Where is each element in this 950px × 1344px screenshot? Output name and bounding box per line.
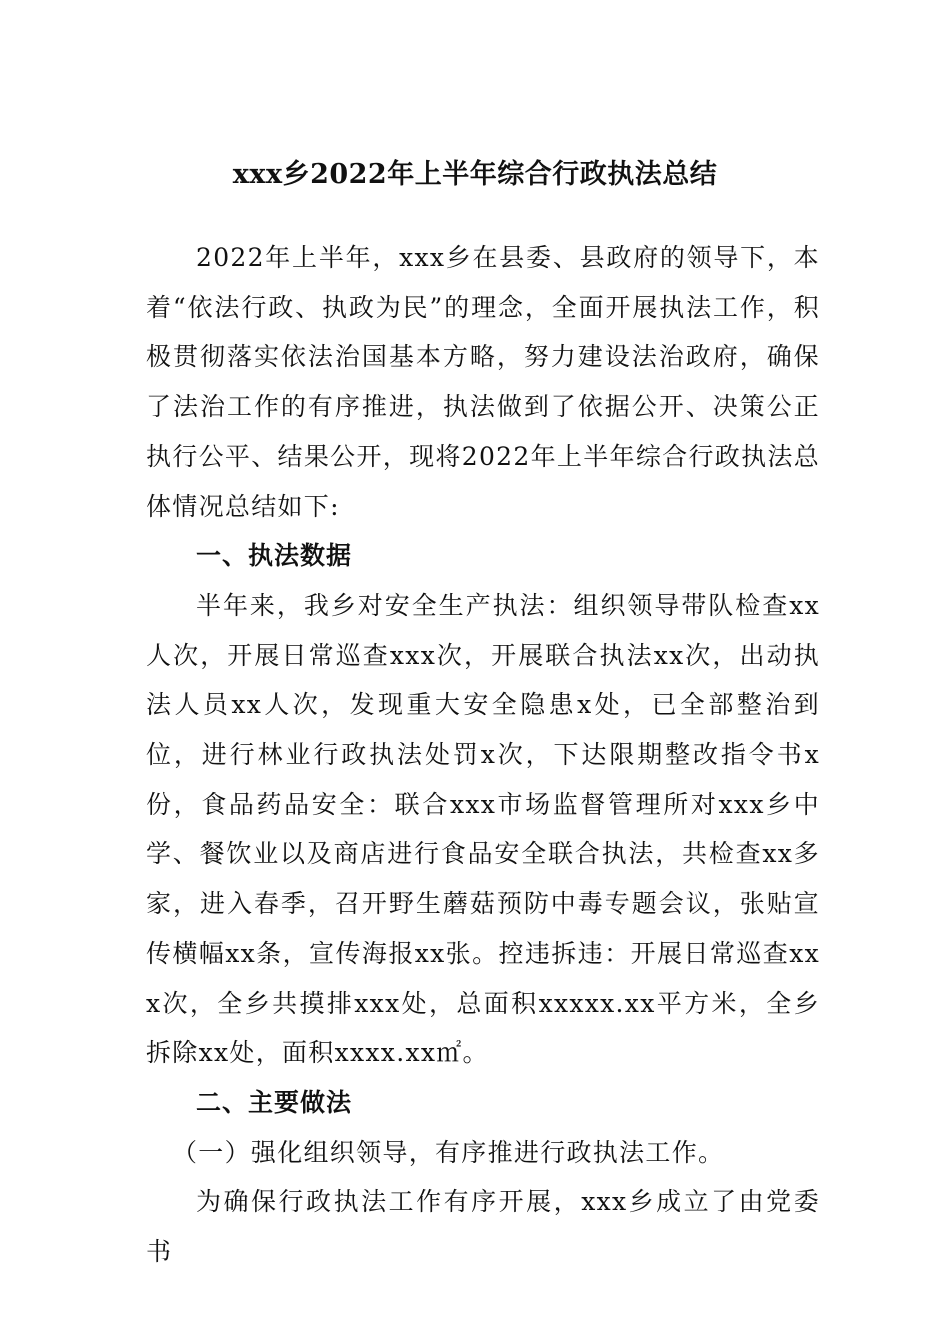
- document-body: [146, 233, 820, 1277]
- subsection-heading-organization: （一）强化组织领导，有序推进行政执法工作。: [172, 1137, 725, 1167]
- intro-paragraph: 2022年上半年，xxx乡在县委、县政府的领导下，本着“依法行政、执政为民”的理念，全面开展执法工作，积极贯彻落实依法治国基本方略，努力建设法治政府，确保了法治工作的有序推进，执法做到了依据公开、决策公正执行公平、结果公开，现将2022年上半年综合行政执法总体情况总结如下:: [146, 243, 820, 521]
- enforcement-data-paragraph: 半年来，我乡对安全生产执法：组织领导带队检查xx人次，开展日常巡查xxx次，开展联合执法xx次，出动执法人员xx人次，发现重大安全隐患x处，已全部整治到位，进行林业行政执法处罚x次，下达限期整改指令书x份，食品药品安全：联合xxx市场监督管理所对xxx乡中学、餐饮业以及商店进行食品安全联合执法，共检查xx多家，进入春季，召开野生蘑菇预防中毒专题会议，张贴宣传横幅xx条，宣传海报xx张。控违拆违：开展日常巡查xxx次，全乡共摸排xxx处，总面积xxxxx.xx平方米，全乡拆除xx处，面积xxxx.xx㎡。: [146, 590, 820, 1068]
- document-title: xxx乡2022年上半年综合行政执法总结: [232, 159, 718, 190]
- organization-paragraph: 为确保行政执法工作有序开展，xxx乡成立了由党委书: [146, 1187, 820, 1267]
- section-heading-enforcement-data: 一、执法数据: [196, 541, 353, 571]
- section-heading-main-practices: 二、主要做法: [196, 1087, 353, 1117]
